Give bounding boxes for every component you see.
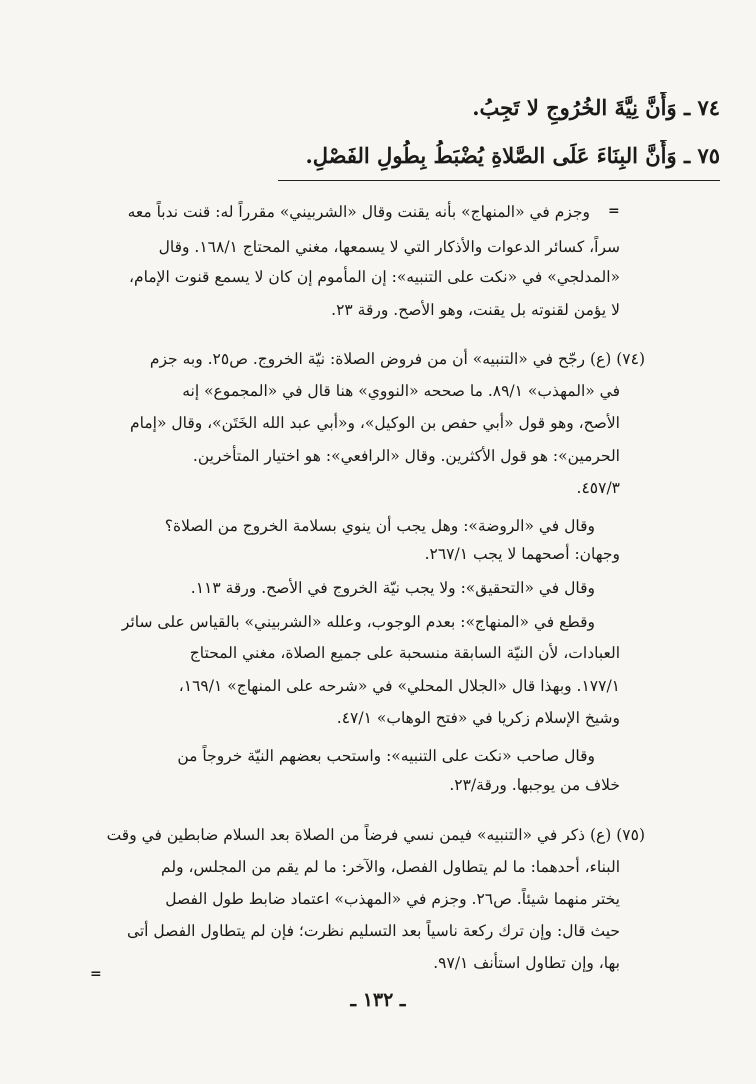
text-line: يختر منهما شيئاً. ص٢٦. وجزم في «المهذب» اعتماد ضابط طول الفصل: [165, 890, 620, 908]
text-line: وشيخ الإسلام زكريا في «فتح الوهاب» ٤٧/١.: [336, 709, 620, 727]
footnote-divider: [278, 180, 720, 181]
text-line: الأصح، وهو قول «أبي حفص بن الوكيل»، و«أبي عبد الله الخَتَن»، وقال «إمام: [130, 414, 620, 432]
heading-75: ٧٥ ـ وَأَنَّ البِنَاءَ عَلَى الصَّلاةِ يُضْبَطُ بِطُولِ الفَصْلِ.: [305, 143, 720, 168]
text-line: «المدلجي» في «نكت على التنبيه»: إن المأموم إن كان لا يسمع قنوت الإمام،: [129, 268, 620, 286]
text-line: وقال صاحب «نكت على التنبيه»: واستحب بعضهم النيّة خروجاً من: [177, 747, 595, 765]
text-line: بها، وإن تطاول استأنف ٩٧/١.: [433, 954, 620, 972]
continuation-mark-end: =: [90, 966, 102, 982]
text-line: سراً، كسائر الدعوات والأذكار التي لا يسمعها، مغني المحتاج ١٦٨/١. وقال: [158, 238, 620, 256]
text-line: لا يؤمن لقنوته بل يقنت، وهو الأصح. ورقة ٢٣.: [331, 301, 620, 319]
text-line: خلاف من يوجبها. ورقة/٢٣.: [449, 776, 620, 794]
text-line: (٧٤) (ع) رجّح في «التنبيه» أن من فروض الصلاة: نيّة الخروج. ص٢٥. وبه جزم: [149, 350, 645, 368]
text-line: الحرمين»: هو قول الأكثرين. وقال «الرافعي»: هو اختيار المتأخرين.: [192, 447, 620, 465]
text-line: البناء، أحدهما: ما لم يتطاول الفصل، والآخر: ما لم يقم من المجلس، ولم: [161, 858, 620, 876]
text-line: وجهان: أصحهما لا يجب ٢٦٧/١.: [424, 545, 620, 563]
text-line: وقال في «التحقيق»: ولا يجب نيّة الخروج في الأصح. ورقة ١١٣.: [190, 579, 595, 597]
text-line: وقال في «الروضة»: وهل يجب أن ينوي بسلامة الخروج من الصلاة؟: [164, 517, 595, 535]
text-line: (٧٥) (ع) ذكر في «التنبيه» فيمن نسي فرضاً من الصلاة بعد السلام ضابطين في وقت: [106, 826, 645, 844]
text-line: ٤٥٧/٣.: [576, 479, 620, 497]
page-number: ـ ١٣٢ ـ: [350, 989, 406, 1011]
text-line: العبادات، لأن النيّة السابقة منسحبة على جميع الصلاة، مغني المحتاج: [189, 644, 620, 662]
continuation-mark: =: [608, 203, 620, 219]
text-line: وجزم في «المنهاج» بأنه يقنت وقال «الشربيني» مقرراً له: قنت ندباً معه: [127, 203, 590, 221]
text-line: حيث قال: وإن ترك ركعة ناسياً بعد التسليم نظرت؛ فإن لم يتطاول الفصل أتى: [126, 922, 620, 940]
text-line: في «المهذب» ٨٩/١. ما صححه «النووي» هنا قال في «المجموع» إنه: [182, 382, 620, 400]
text-line: ١٧٧/١. وبهذا قال «الجلال المحلي» في «شرحه على المنهاج» ١٦٩/١،: [178, 677, 620, 695]
heading-74: ٧٤ ـ وَأَنَّ نِيَّةَ الخُرُوجِ لا تَجِبُ.: [472, 95, 720, 120]
text-line: وقطع في «المنهاج»: بعدم الوجوب، وعلله «الشربيني» بالقياس على سائر: [121, 613, 595, 631]
